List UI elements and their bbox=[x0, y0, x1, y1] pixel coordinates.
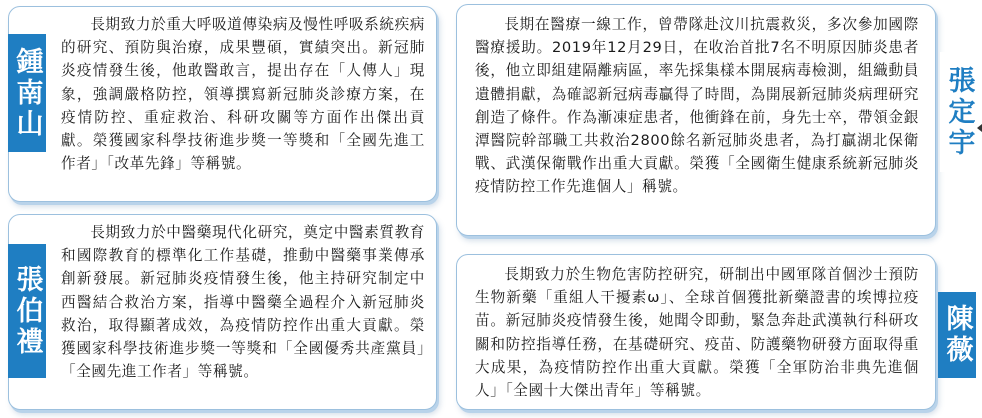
profile-name: 張定宇 bbox=[943, 65, 975, 159]
name-tag bbox=[938, 292, 976, 378]
profile-text: 長期致力於生物危害防控研究，研制出中國軍隊首個沙士預防生物新藥「重組人干擾素ω」、全球首個獲批新藥證書的埃博拉疫苗。新冠肺炎疫情發生後，她聞令即動，緊急奔赴武漢執行科研攻關和防控指導任務，在基礎研究、疫苗、防護藥物研發方面取得重大成果，為疫情防控作出重大貢獻。榮獲「全軍防治非典先進個人」「全國十大傑出青年」等稱號。 bbox=[475, 266, 919, 400]
profile-name: 鍾南山 bbox=[11, 46, 43, 140]
edge-arrow-icon bbox=[977, 124, 982, 132]
profile-card-chen-wei bbox=[456, 254, 936, 410]
profile-card-zhang-dingyu bbox=[456, 4, 936, 236]
profile-text: 長期在醫療一線工作，曾帶隊赴汶川抗震救災，多次參加國際醫療援助。2019年12月29日，在收治首批7名不明原因肺炎患者後，他立即組建隔離病區，率先採集樣本開展病毒檢測，組織動員遺體捐獻，為確認新冠病毒贏得了時間，為開展新冠肺炎病理研究創造了條件。作為漸凍症患者，他衝鋒在前，身先士卒，帶領金銀潭醫院幹部職工共救治2800餘名新冠肺炎患者，為打贏湖北保衛戰、武漢保衛戰作出重大貢獻。榮獲「全國衛生健康系統新冠肺炎疫情防控工作先進個人」稱號。 bbox=[475, 16, 919, 196]
profile-text: 長期致力於重大呼吸道傳染病及慢性呼吸系統疾病的研究、預防與治療，成果豐碩，實績突出。新冠肺炎疫情發生後，他敢醫敢言，提出存在「人傳人」現象，強調嚴格防控，領導撰寫新冠肺炎診療方案，在疫情防控、重症救治、科研攻關等方面作出傑出貢獻。榮獲國家科學技術進步獎一等獎和「全國先進工作者」「改革先鋒」等稱號。 bbox=[61, 16, 425, 173]
name-tag bbox=[940, 52, 978, 172]
profile-card-zhong-nanshan bbox=[8, 6, 437, 202]
profile-card-zhang-boli bbox=[8, 214, 437, 410]
name-tag bbox=[8, 244, 46, 378]
profile-name: 陳薇 bbox=[941, 304, 973, 366]
profile-name: 張伯禮 bbox=[11, 264, 43, 358]
name-tag bbox=[8, 34, 46, 152]
profile-text: 長期致力於中醫藥現代化研究，奠定中醫素質教育和國際教育的標準化工作基礎，推動中醫藥事業傳承創新發展。新冠肺炎疫情發生後，他主持研究制定中西醫結合救治方案，指導中醫藥全過程介入新冠肺炎救治，取得顯著成效，為疫情防控作出重大貢獻。榮獲國家科學技術進步獎一等獎和「全國優秀共產黨員」「全國先進工作者」等稱號。 bbox=[61, 224, 425, 381]
